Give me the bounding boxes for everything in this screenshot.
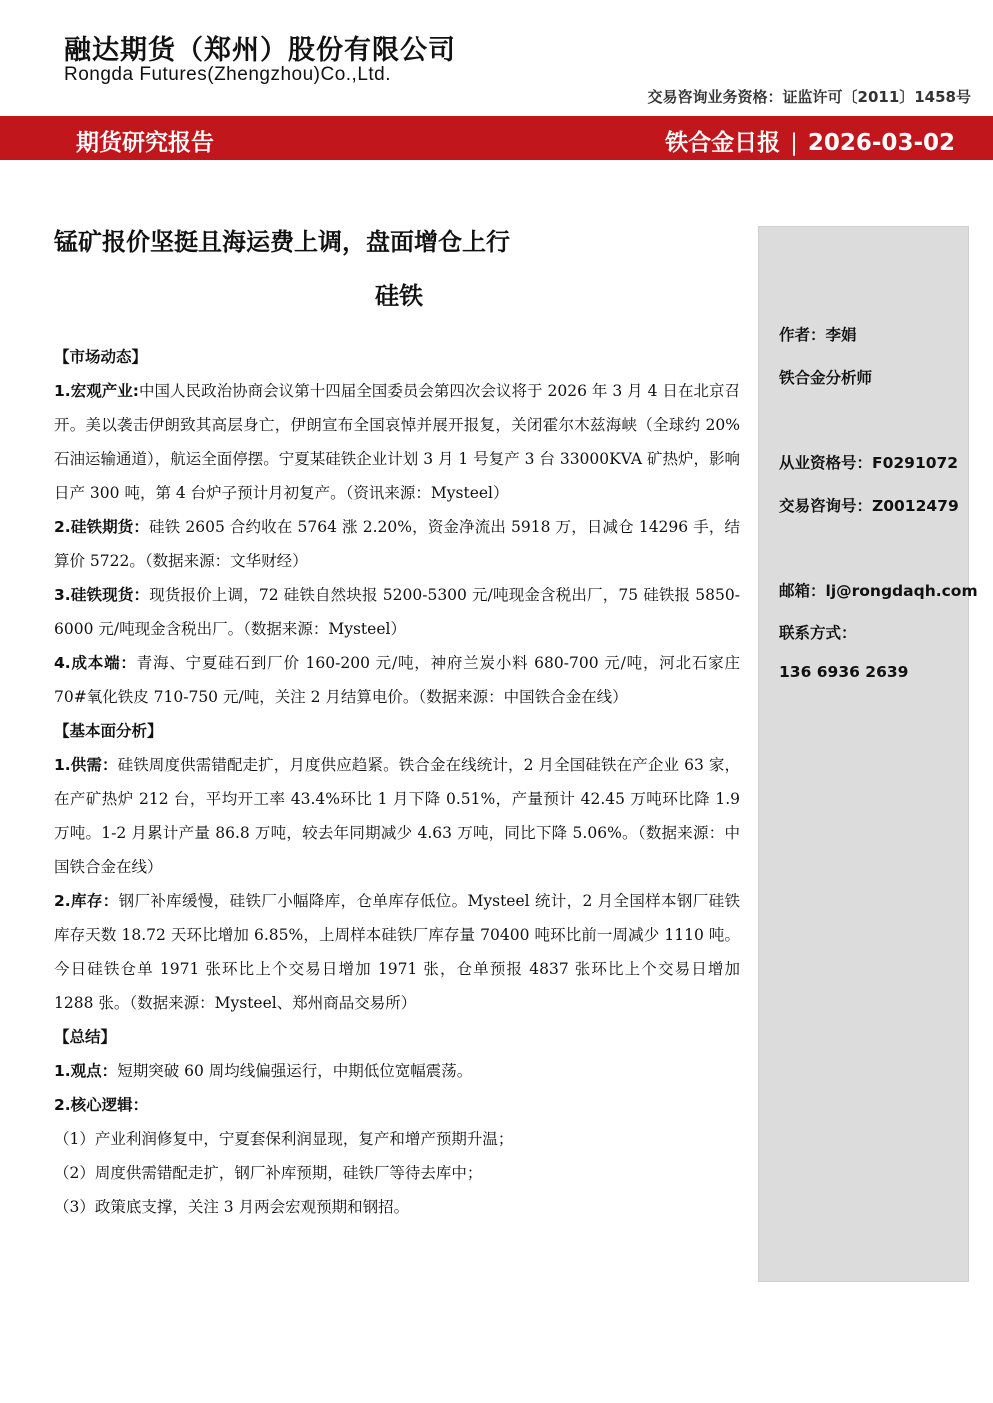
banner-date: 2026-03-02 <box>807 130 955 156</box>
item-text: 钢厂补库缓慢，硅铁厂小幅降库，仓单库存低位。Mysteel 统计，2 月全国样本钢厂硅铁库存天数 18.72 天环比增加 6.85%，上周样本硅铁厂库存量 70400 吨环比前一周减少 1110 吨。今日硅铁仓单 1971 张环比上个交易日增加 1971 张，仓单预报 4837 张环比上个交易日增加 1288 张。（数据来源：Mysteel、郑州商品交易所） <box>54 892 740 1012</box>
item-text: 中国人民政治协商会议第十四届全国委员会第四次会议将于 2026 年 3 月 4 日在北京召开。美以袭击伊朗致其高层身亡，伊朗宣布全国哀悼并展开报复，关闭霍尔木兹海峡（全球约 20%石油运输通道），航运全面停摆。宁夏某硅铁企业计划 3 月 1 号复产 3 台 33000KVA 矿热炉，影响日产 300 吨，第 4 台炉子预计月初复产。（资讯来源：Mysteel） <box>54 382 741 502</box>
fundamental-item-supply <box>54 748 740 884</box>
author-sidebar <box>758 226 978 1282</box>
company-name-en: Rongda Futures(Zhengzhou)Co.,Ltd. <box>64 64 392 85</box>
report-title: 锰矿报价坚挺且海运费上调，盘面增仓上行 <box>54 228 510 256</box>
item-label: 4.成本端： <box>54 654 137 672</box>
item-label: 2.硅铁期货： <box>54 518 150 536</box>
consult-number: 交易咨询号：Z0012479 <box>779 497 959 515</box>
banner-report-name: 铁合金日报 <box>665 130 781 156</box>
summary-logic-label: 2.核心逻辑： <box>54 1096 149 1114</box>
item-label: 1.观点： <box>54 1062 118 1080</box>
item-label: 1.供需： <box>54 756 118 774</box>
summary-logic-item: （3）政策底支撑，关注 3 月两会宏观预期和钢招。 <box>54 1198 410 1216</box>
summary-logic-item: （2）周度供需错配走扩，钢厂补库预期，硅铁厂等待去库中； <box>54 1164 483 1182</box>
banner-report-info <box>665 124 955 157</box>
report-subject: 硅铁 <box>375 282 423 310</box>
summary-logic-item: （1）产业利润修复中，宁夏套保利润显现，复产和增产预期升温； <box>54 1130 514 1148</box>
banner-separator: | <box>790 130 798 156</box>
item-text: 青海、宁夏硅石到厂价 160-200 元/吨，神府兰炭小料 680-700 元/吨，河北石家庄 70#氧化铁皮 710-750 元/吨，关注 2 月结算电价。（数据来源：中国铁合金在线） <box>54 654 740 706</box>
market-item-cost <box>54 646 740 714</box>
report-content <box>54 340 740 1224</box>
section-heading-market: 【市场动态】 <box>54 348 148 366</box>
qualification-number: 从业资格号：F0291072 <box>779 454 959 472</box>
item-label: 3.硅铁现货： <box>54 586 150 604</box>
license-info: 交易咨询业务资格：证监许可〔2011〕1458号 <box>647 88 971 106</box>
report-banner <box>0 116 993 160</box>
summary-view <box>54 1054 740 1088</box>
author-name: 作者：李娟 <box>779 326 857 344</box>
item-label: 1.宏观产业: <box>54 382 139 400</box>
company-name-cn: 融达期货（郑州）股份有限公司 <box>64 35 456 66</box>
contact-phone: 136 6936 2639 <box>779 663 909 681</box>
section-heading-summary: 【总结】 <box>54 1028 117 1046</box>
item-text: 短期突破 60 周均线偏强运行，中期低位宽幅震荡。 <box>117 1062 473 1080</box>
item-text: 硅铁周度供需错配走扩，月度供应趋紧。铁合金在线统计，2 月全国硅铁在产企业 63 家，在产矿热炉 212 台，平均开工率 43.4%环比 1 月下降 0.51%，产量预计 42.45 万吨环比降 1.9 万吨。1-2 月累计产量 86.8 万吨，较去年同期减少 4.63 万吨，同比下降 5.06%。（数据来源：中国铁合金在线） <box>54 756 740 876</box>
market-item-macro <box>54 374 740 510</box>
item-text: 硅铁 2605 合约收在 5764 涨 2.20%，资金净流出 5918 万，日减仓 14296 手，结算价 5722。（数据来源：文华财经） <box>54 518 740 570</box>
section-heading-fundamental: 【基本面分析】 <box>54 722 163 740</box>
market-item-spot <box>54 578 740 646</box>
banner-report-type: 期货研究报告 <box>76 130 214 156</box>
fundamental-item-inventory <box>54 884 740 1020</box>
item-label: 2.库存： <box>54 892 119 910</box>
item-text: 现货报价上调，72 硅铁自然块报 5200-5300 元/吨现金含税出厂，75 硅铁报 5850-6000 元/吨现金含税出厂。（数据来源：Mysteel） <box>54 586 740 638</box>
contact-label: 联系方式： <box>779 624 857 642</box>
author-role: 铁合金分析师 <box>779 369 873 387</box>
author-email[interactable]: 邮箱：lj@rongdaqh.com <box>779 582 978 600</box>
market-item-futures <box>54 510 740 578</box>
